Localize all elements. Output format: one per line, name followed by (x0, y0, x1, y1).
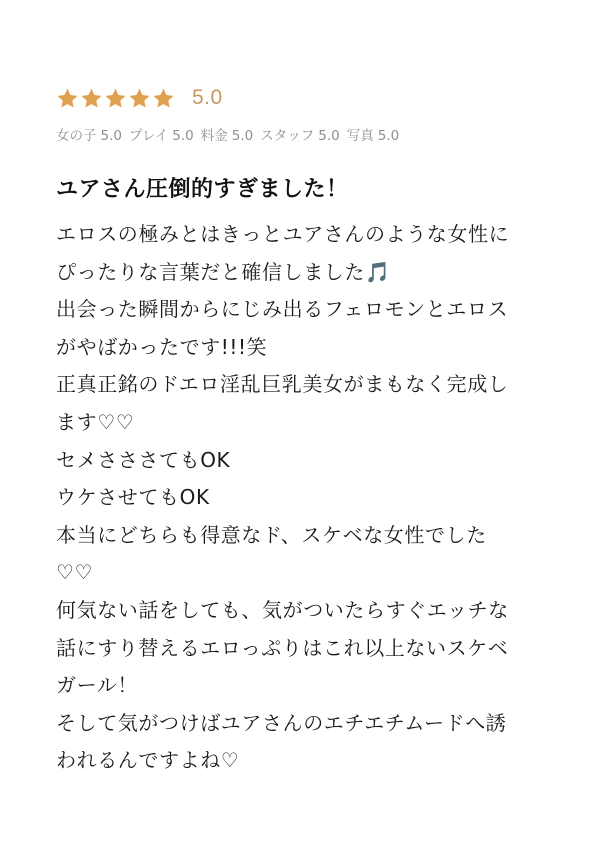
review-body-line: ♡♡ (56, 560, 94, 585)
review-body-line: ウケさせてもOK (56, 485, 210, 510)
review-body-line: ます♡♡ (56, 409, 135, 434)
sub-score-photo (347, 124, 399, 144)
star-icon (104, 87, 127, 110)
sub-score-value: 5.0 (172, 128, 194, 144)
sub-score-value: 5.0 (318, 128, 340, 144)
rating-row (56, 82, 223, 114)
sub-score-girl (56, 124, 122, 144)
star-icon (128, 87, 151, 110)
review-body-line: ぴったりな言葉だと確信しました🎵 (56, 259, 391, 284)
sub-score-list (56, 124, 399, 144)
rating-score: 5.0 (192, 86, 223, 109)
sub-score-label: スタッフ (260, 128, 315, 144)
review-body-line: がやばかったです!!!笑 (56, 334, 268, 359)
star-icon (80, 87, 103, 110)
review-body-line: 本当にどちらも得意なド、スケベな女性でした (56, 522, 487, 547)
sub-score-staff (260, 124, 339, 144)
review-body-line: 何気ない話をしても、気がついたらすぐエッチな (56, 597, 509, 622)
sub-score-value: 5.0 (100, 128, 122, 144)
review-body (56, 216, 570, 780)
star-rating (56, 87, 175, 110)
review-body-line: エロスの極みとはきっとユアさんのような女性に (56, 222, 510, 246)
review-body-line: われるんですよね♡ (56, 748, 240, 773)
sub-score-label: 女の子 (56, 128, 97, 144)
sub-score-value: 5.0 (377, 128, 400, 144)
sub-score-price (201, 124, 253, 144)
sub-score-label: 写真 (346, 128, 374, 144)
star-icon (56, 87, 79, 110)
sub-score-value: 5.0 (231, 128, 254, 144)
review-title: ユアさん圧倒的すぎました！ (56, 177, 349, 202)
review-body-line: 出会った瞬間からにじみ出るフェロモンとエロス (56, 297, 509, 322)
review-body-line: 正真正銘のドエロ淫乱巨乳美女がまもなく完成し (56, 372, 509, 397)
review-body-line: 話にすり替えるエロっぷりはこれ以上ないスケベ (56, 635, 509, 660)
sub-score-label: プレイ (128, 128, 169, 144)
sub-score-play (129, 124, 194, 144)
review-body-line: そして気がつけばユアさんのエチエチムードへ誘 (56, 710, 507, 735)
sub-score-label: 料金 (200, 128, 228, 144)
star-icon (152, 87, 175, 110)
review-body-line: セメさささてもOK (56, 447, 231, 472)
review-body-line: ガール！ (56, 673, 138, 698)
